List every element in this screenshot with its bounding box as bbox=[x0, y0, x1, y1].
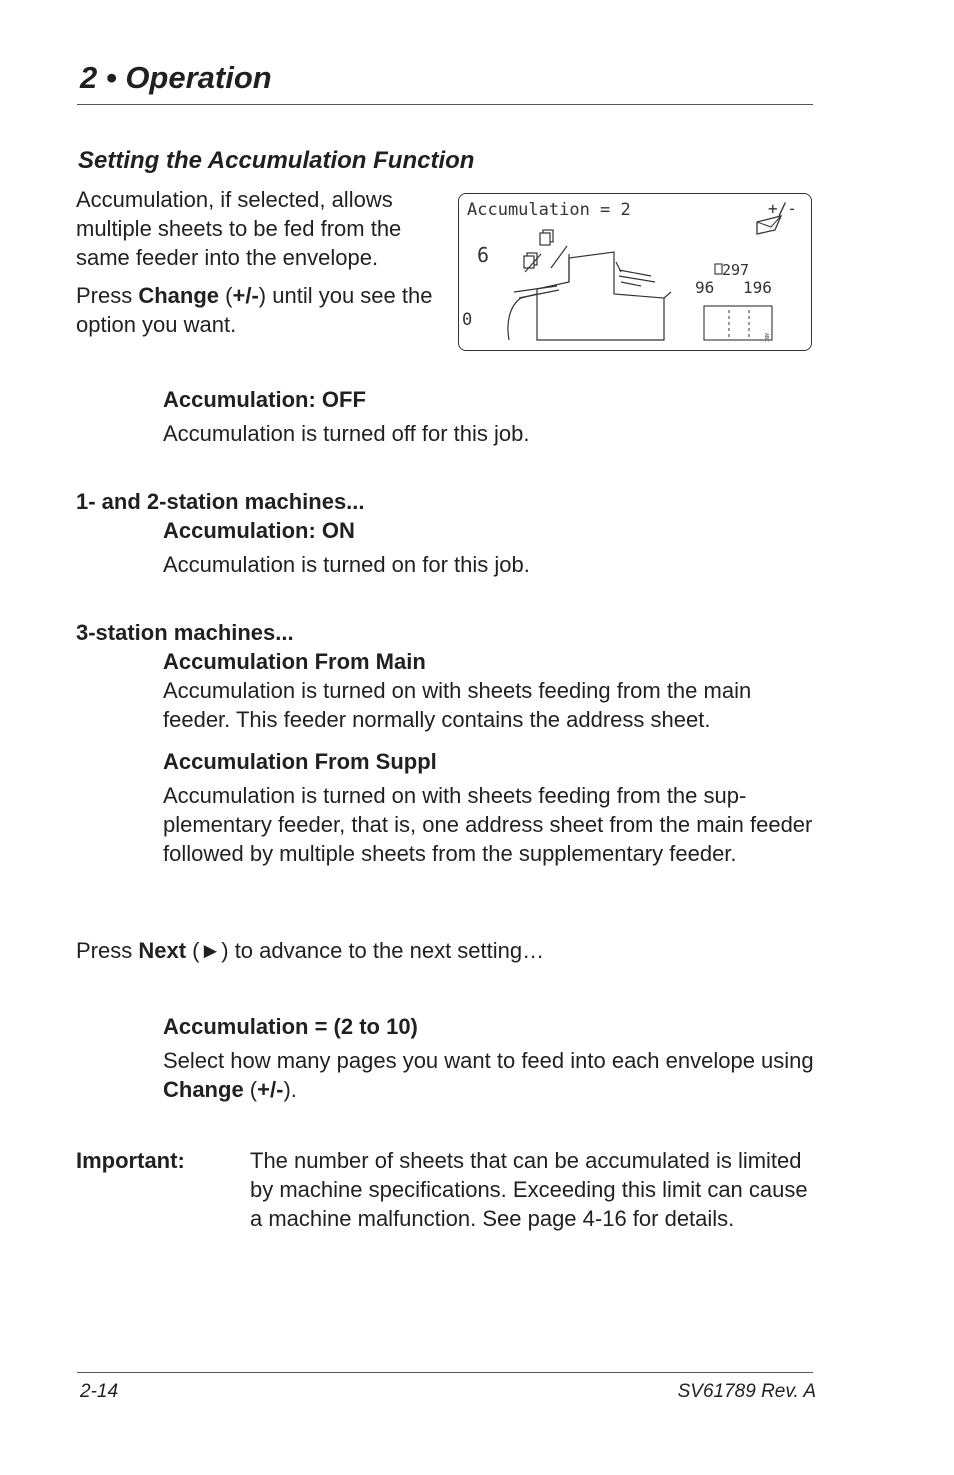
chapter-title: 2 • Operation bbox=[80, 60, 272, 95]
instruction-text: ). bbox=[283, 1077, 297, 1102]
instruction-text: Select how many pages you want to feed into each envelope using bbox=[163, 1048, 814, 1073]
plusminus-key-label: +/- bbox=[232, 283, 259, 308]
sheet-icon bbox=[540, 230, 553, 245]
section-title: Setting the Accumulation Function bbox=[78, 147, 475, 174]
instruction-text: (►) to advance to the next setting… bbox=[186, 938, 545, 963]
header-rule bbox=[77, 104, 813, 105]
option-suppl-text: Accumulation is turned on with sheets feeding from the sup-plementary feeder, that is, one address sheet from the main feeder followed by multiple sheets from the supplementary feeder. bbox=[163, 783, 813, 866]
option-off-text: Accumulation is turned off for this job. bbox=[163, 421, 530, 446]
lcd-number-a: 96 bbox=[695, 278, 715, 297]
envelope-icon bbox=[757, 216, 781, 234]
intro-paragraph: Accumulation, if selected, allows multiple sheets to be fed from the same feeder into the envelope. bbox=[76, 187, 402, 270]
lcd-display-illustration bbox=[458, 193, 812, 351]
lcd-plusminus: +/- bbox=[768, 199, 797, 218]
tray-icon bbox=[704, 306, 772, 343]
plusminus-key-label: +/- bbox=[257, 1077, 284, 1102]
instruction-text: ( bbox=[243, 1077, 258, 1102]
lcd-left-count: 6 bbox=[477, 243, 490, 267]
instruction-text: Press bbox=[76, 938, 139, 963]
option-main-heading: Accumulation From Main bbox=[163, 649, 426, 674]
change-key-label: Change bbox=[138, 283, 220, 308]
option-on-heading: Accumulation: ON bbox=[163, 518, 355, 543]
important-text: The number of sheets that can be accumulated is limited by machine specifications. Exceeding this limit can cause a machine malfunction. See page 4-16 for details. bbox=[250, 1148, 808, 1231]
lcd-counter: 297 bbox=[722, 261, 750, 279]
option-off-heading: Accumulation: OFF bbox=[163, 387, 366, 412]
counter-icon bbox=[715, 264, 722, 274]
next-key-label: Next bbox=[138, 938, 187, 963]
lcd-number-b: 196 bbox=[743, 278, 772, 297]
next-instruction bbox=[76, 936, 544, 965]
lcd-zero: 0 bbox=[462, 310, 473, 330]
lcd-tiny-label: ABC bbox=[763, 333, 769, 343]
group-heading-1-2-station: 1- and 2-station machines... bbox=[76, 489, 365, 514]
instruction-text: Press bbox=[76, 283, 139, 308]
intro-instruction bbox=[76, 281, 446, 339]
change-key-label: Change bbox=[163, 1077, 244, 1102]
group-heading-3-station: 3-station machines... bbox=[76, 620, 294, 645]
option-on-text: Accumulation is turned on for this job. bbox=[163, 552, 530, 577]
page-number: 2-14 bbox=[80, 1381, 119, 1402]
option-suppl-heading: Accumulation From Suppl bbox=[163, 749, 437, 774]
count-setting-text bbox=[163, 1046, 818, 1104]
count-setting-heading: Accumulation = (2 to 10) bbox=[163, 1014, 418, 1039]
instruction-text: ) until you see the option you want. bbox=[76, 283, 433, 337]
instruction-text: ( bbox=[219, 283, 233, 308]
document-id: SV61789 Rev. A bbox=[677, 1381, 816, 1402]
lcd-screen-graphic bbox=[459, 194, 810, 349]
important-label: Important: bbox=[76, 1148, 185, 1173]
option-main-text: Accumulation is turned on with sheets feeding from the main feeder. This feeder normally contains the address sheet. bbox=[163, 678, 752, 732]
footer-rule bbox=[77, 1372, 813, 1373]
lcd-title: Accumulation = 2 bbox=[467, 200, 631, 220]
